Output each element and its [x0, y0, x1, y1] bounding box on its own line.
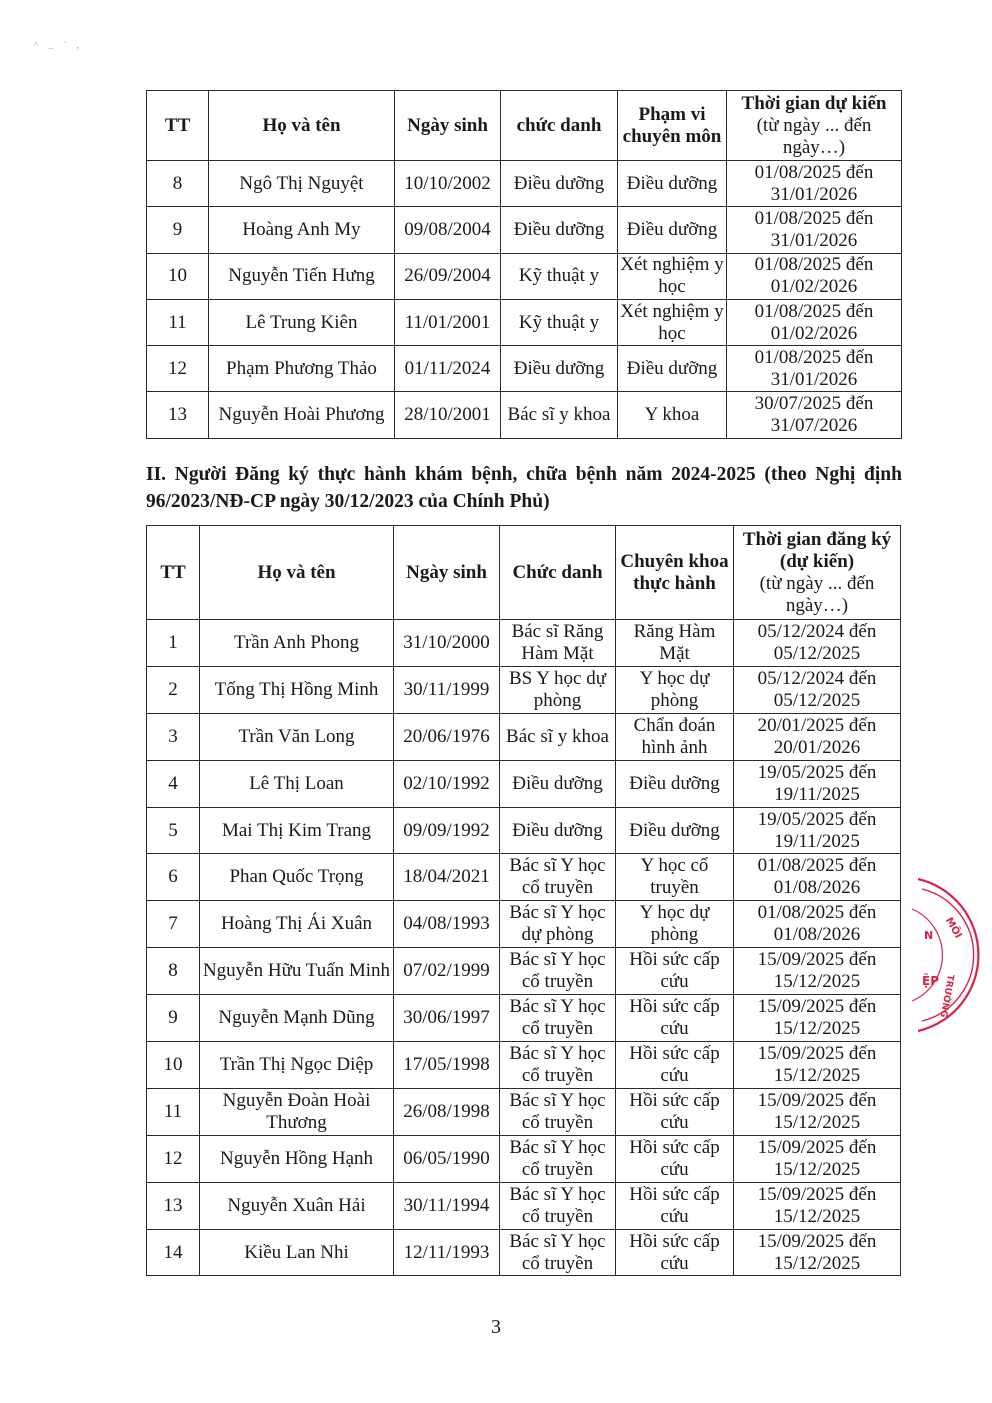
- cell-title: Bác sĩ Y học cổ truyền: [500, 1135, 616, 1182]
- cell-dob: 09/08/2004: [395, 207, 501, 253]
- section-heading: II. Người Đăng ký thực hành khám bệnh, chữa bệnh năm 2024-2025 (theo Nghị định 96/2023/NĐ-CP ngày 30/12/2023 của Chính Phủ): [146, 464, 902, 512]
- cell-period: 01/08/2025 đến 31/01/2026: [727, 207, 902, 253]
- table-row: [147, 995, 901, 1042]
- cell-period: 19/05/2025 đến 19/11/2025: [734, 760, 901, 807]
- cell-specialty: Điều dưỡng: [616, 807, 734, 854]
- cell-tt: 14: [147, 1229, 200, 1276]
- cell-specialty: Y học dự phòng: [616, 901, 734, 948]
- header-dob: Ngày sinh: [394, 526, 500, 620]
- cell-specialty: Hồi sức cấp cứu: [616, 1182, 734, 1229]
- cell-tt: 6: [147, 854, 200, 901]
- header-period-sub: (từ ngày ... đến ngày…): [756, 114, 872, 158]
- cell-name: Hoàng Anh My: [209, 207, 395, 253]
- cell-dob: 09/09/1992: [394, 807, 500, 854]
- cell-title: Điều dưỡng: [501, 207, 618, 253]
- cell-tt: 5: [147, 807, 200, 854]
- cell-period: 15/09/2025 đến 15/12/2025: [734, 1088, 901, 1135]
- header-scope: Phạm vi chuyên môn: [618, 91, 727, 161]
- cell-title: Bác sĩ y khoa: [500, 713, 616, 760]
- cell-dob: 26/09/2004: [395, 253, 501, 299]
- cell-tt: 2: [147, 666, 200, 713]
- cell-period: 15/09/2025 đến 15/12/2025: [734, 1229, 901, 1276]
- table-row: [147, 299, 902, 345]
- cell-dob: 18/04/2021: [394, 854, 500, 901]
- cell-title: Kỹ thuật y: [501, 299, 618, 345]
- table-row: [147, 253, 902, 299]
- cell-specialty: Điều dưỡng: [616, 760, 734, 807]
- cell-title: Bác sĩ Y học cổ truyền: [500, 1042, 616, 1089]
- cell-specialty: Hồi sức cấp cứu: [616, 995, 734, 1042]
- table-row: [147, 1229, 901, 1276]
- seal-text-truong: TRƯỜNG: [937, 973, 956, 1019]
- cell-period: 15/09/2025 đến 15/12/2025: [734, 995, 901, 1042]
- table-row: [147, 666, 901, 713]
- table-row: [147, 854, 901, 901]
- table-row: [147, 1088, 901, 1135]
- cell-period: 15/09/2025 đến 15/12/2025: [734, 948, 901, 995]
- cell-name: Trần Anh Phong: [200, 620, 394, 667]
- cell-scope: Điều dưỡng: [618, 346, 727, 392]
- cell-tt: 10: [147, 1042, 200, 1089]
- cell-name: Trần Thị Ngọc Diệp: [200, 1042, 394, 1089]
- cell-specialty: Hồi sức cấp cứu: [616, 948, 734, 995]
- cell-name: Trần Văn Long: [200, 713, 394, 760]
- cell-dob: 07/02/1999: [394, 948, 500, 995]
- cell-title: Điều dưỡng: [501, 346, 618, 392]
- cell-tt: 12: [147, 1135, 200, 1182]
- cell-period: 01/08/2025 đến 31/01/2026: [727, 161, 902, 207]
- scan-artifact: ^ _ ` ,: [34, 40, 83, 50]
- header-specialty: Chuyên khoa thực hành: [616, 526, 734, 620]
- header-period-sub: (từ ngày ... đến ngày…): [759, 572, 875, 616]
- cell-name: Nguyễn Đoàn Hoài Thương: [200, 1088, 394, 1135]
- cell-scope: Điều dưỡng: [618, 207, 727, 253]
- cell-tt: 13: [147, 1182, 200, 1229]
- table-row: [147, 713, 901, 760]
- cell-period: 01/08/2025 đến 01/08/2026: [734, 854, 901, 901]
- cell-specialty: Hồi sức cấp cứu: [616, 1135, 734, 1182]
- cell-dob: 12/11/1993: [394, 1229, 500, 1276]
- table-row: [147, 392, 902, 438]
- header-period: [734, 526, 901, 620]
- cell-dob: 20/06/1976: [394, 713, 500, 760]
- cell-period: 30/07/2025 đến 31/07/2026: [727, 392, 902, 438]
- cell-dob: 26/08/1998: [394, 1088, 500, 1135]
- seal-text-moi: MÔI: [942, 915, 964, 941]
- cell-title: Bác sĩ Y học cổ truyền: [500, 1088, 616, 1135]
- registration-table: [146, 525, 901, 1276]
- staff-table: [146, 90, 902, 439]
- cell-title: BS Y học dự phòng: [500, 666, 616, 713]
- table-row: [147, 346, 902, 392]
- cell-specialty: Hồi sức cấp cứu: [616, 1229, 734, 1276]
- cell-tt: 4: [147, 760, 200, 807]
- header-title: chức danh: [501, 91, 618, 161]
- cell-tt: 10: [147, 253, 209, 299]
- official-seal: [910, 875, 992, 1035]
- cell-tt: 8: [147, 948, 200, 995]
- cell-title: Bác sĩ y khoa: [501, 392, 618, 438]
- table-row: [147, 760, 901, 807]
- cell-dob: 01/11/2024: [395, 346, 501, 392]
- table-header-row: [147, 526, 901, 620]
- cell-dob: 06/05/1990: [394, 1135, 500, 1182]
- cell-specialty: Hồi sức cấp cứu: [616, 1088, 734, 1135]
- cell-title: Bác sĩ Y học cổ truyền: [500, 1229, 616, 1276]
- cell-period: 05/12/2024 đến 05/12/2025: [734, 620, 901, 667]
- cell-period: 01/08/2025 đến 01/02/2026: [727, 253, 902, 299]
- cell-name: Kiều Lan Nhi: [200, 1229, 394, 1276]
- table-row: [147, 207, 902, 253]
- cell-name: Hoàng Thị Ái Xuân: [200, 901, 394, 948]
- table-row: [147, 901, 901, 948]
- cell-name: Ngô Thị Nguyệt: [209, 161, 395, 207]
- cell-specialty: Răng Hàm Mặt: [616, 620, 734, 667]
- cell-title: Bác sĩ Y học cổ truyền: [500, 1182, 616, 1229]
- cell-title: Bác sĩ Y học dự phòng: [500, 901, 616, 948]
- cell-tt: 12: [147, 346, 209, 392]
- cell-tt: 7: [147, 901, 200, 948]
- cell-title: Kỹ thuật y: [501, 253, 618, 299]
- cell-name: Nguyễn Hồng Hạnh: [200, 1135, 394, 1182]
- seal-text-n: N: [924, 929, 934, 942]
- cell-tt: 13: [147, 392, 209, 438]
- cell-name: Mai Thị Kim Trang: [200, 807, 394, 854]
- table-row: [147, 620, 901, 667]
- header-name: Họ và tên: [209, 91, 395, 161]
- header-title: Chức danh: [500, 526, 616, 620]
- cell-dob: 30/06/1997: [394, 995, 500, 1042]
- cell-name: Nguyễn Mạnh Dũng: [200, 995, 394, 1042]
- cell-tt: 8: [147, 161, 209, 207]
- cell-title: Điều dưỡng: [501, 161, 618, 207]
- cell-specialty: Y học dự phòng: [616, 666, 734, 713]
- cell-dob: 10/10/2002: [395, 161, 501, 207]
- cell-period: 15/09/2025 đến 15/12/2025: [734, 1042, 901, 1089]
- cell-period: 19/05/2025 đến 19/11/2025: [734, 807, 901, 854]
- header-tt: TT: [147, 91, 209, 161]
- cell-period: 15/09/2025 đến 15/12/2025: [734, 1135, 901, 1182]
- cell-dob: 02/10/1992: [394, 760, 500, 807]
- table-row: [147, 1135, 901, 1182]
- cell-name: Lê Trung Kiên: [209, 299, 395, 345]
- cell-title: Bác sĩ Răng Hàm Mặt: [500, 620, 616, 667]
- cell-period: 01/08/2025 đến 01/08/2026: [734, 901, 901, 948]
- cell-tt: 9: [147, 207, 209, 253]
- cell-dob: 11/01/2001: [395, 299, 501, 345]
- table-row: [147, 1182, 901, 1229]
- cell-title: Điều dưỡng: [500, 807, 616, 854]
- table-row: [147, 948, 901, 995]
- cell-scope: Y khoa: [618, 392, 727, 438]
- cell-title: Bác sĩ Y học cổ truyền: [500, 854, 616, 901]
- cell-specialty: Chẩn đoán hình ảnh: [616, 713, 734, 760]
- cell-tt: 11: [147, 299, 209, 345]
- cell-name: Tống Thị Hồng Minh: [200, 666, 394, 713]
- header-period: [727, 91, 902, 161]
- cell-tt: 11: [147, 1088, 200, 1135]
- header-dob: Ngày sinh: [395, 91, 501, 161]
- cell-name: Nguyễn Xuân Hải: [200, 1182, 394, 1229]
- cell-period: 05/12/2024 đến 05/12/2025: [734, 666, 901, 713]
- cell-scope: Điều dưỡng: [618, 161, 727, 207]
- cell-name: Lê Thị Loan: [200, 760, 394, 807]
- header-period-label: Thời gian dự kiến: [741, 92, 887, 114]
- cell-period: 01/08/2025 đến 01/02/2026: [727, 299, 902, 345]
- cell-dob: 31/10/2000: [394, 620, 500, 667]
- page-number: 3: [491, 1316, 501, 1338]
- cell-name: Nguyễn Hữu Tuấn Minh: [200, 948, 394, 995]
- cell-tt: 3: [147, 713, 200, 760]
- header-period-label: Thời gian đăng ký (dự kiến): [742, 528, 892, 572]
- cell-title: Bác sĩ Y học cổ truyền: [500, 995, 616, 1042]
- cell-name: Nguyễn Tiến Hưng: [209, 253, 395, 299]
- cell-scope: Xét nghiệm y học: [618, 299, 727, 345]
- cell-dob: 17/05/1998: [394, 1042, 500, 1089]
- cell-scope: Xét nghiệm y học: [618, 253, 727, 299]
- cell-name: Nguyễn Hoài Phương: [209, 392, 395, 438]
- header-name: Họ và tên: [200, 526, 394, 620]
- table-row: [147, 807, 901, 854]
- cell-title: Bác sĩ Y học cổ truyền: [500, 948, 616, 995]
- cell-title: Điều dưỡng: [500, 760, 616, 807]
- cell-period: 20/01/2025 đến 20/01/2026: [734, 713, 901, 760]
- table-row: [147, 1042, 901, 1089]
- table-row: [147, 161, 902, 207]
- table-header-row: [147, 91, 902, 161]
- cell-dob: 04/08/1993: [394, 901, 500, 948]
- cell-name: Phan Quốc Trọng: [200, 854, 394, 901]
- cell-tt: 9: [147, 995, 200, 1042]
- cell-tt: 1: [147, 620, 200, 667]
- cell-specialty: Y học cổ truyền: [616, 854, 734, 901]
- cell-dob: 30/11/1994: [394, 1182, 500, 1229]
- cell-specialty: Hồi sức cấp cứu: [616, 1042, 734, 1089]
- cell-period: 01/08/2025 đến 31/01/2026: [727, 346, 902, 392]
- cell-name: Phạm Phương Thảo: [209, 346, 395, 392]
- header-tt: TT: [147, 526, 200, 620]
- cell-dob: 28/10/2001: [395, 392, 501, 438]
- seal-text-ep: ỆP: [922, 974, 939, 988]
- cell-period: 15/09/2025 đến 15/12/2025: [734, 1182, 901, 1229]
- cell-dob: 30/11/1999: [394, 666, 500, 713]
